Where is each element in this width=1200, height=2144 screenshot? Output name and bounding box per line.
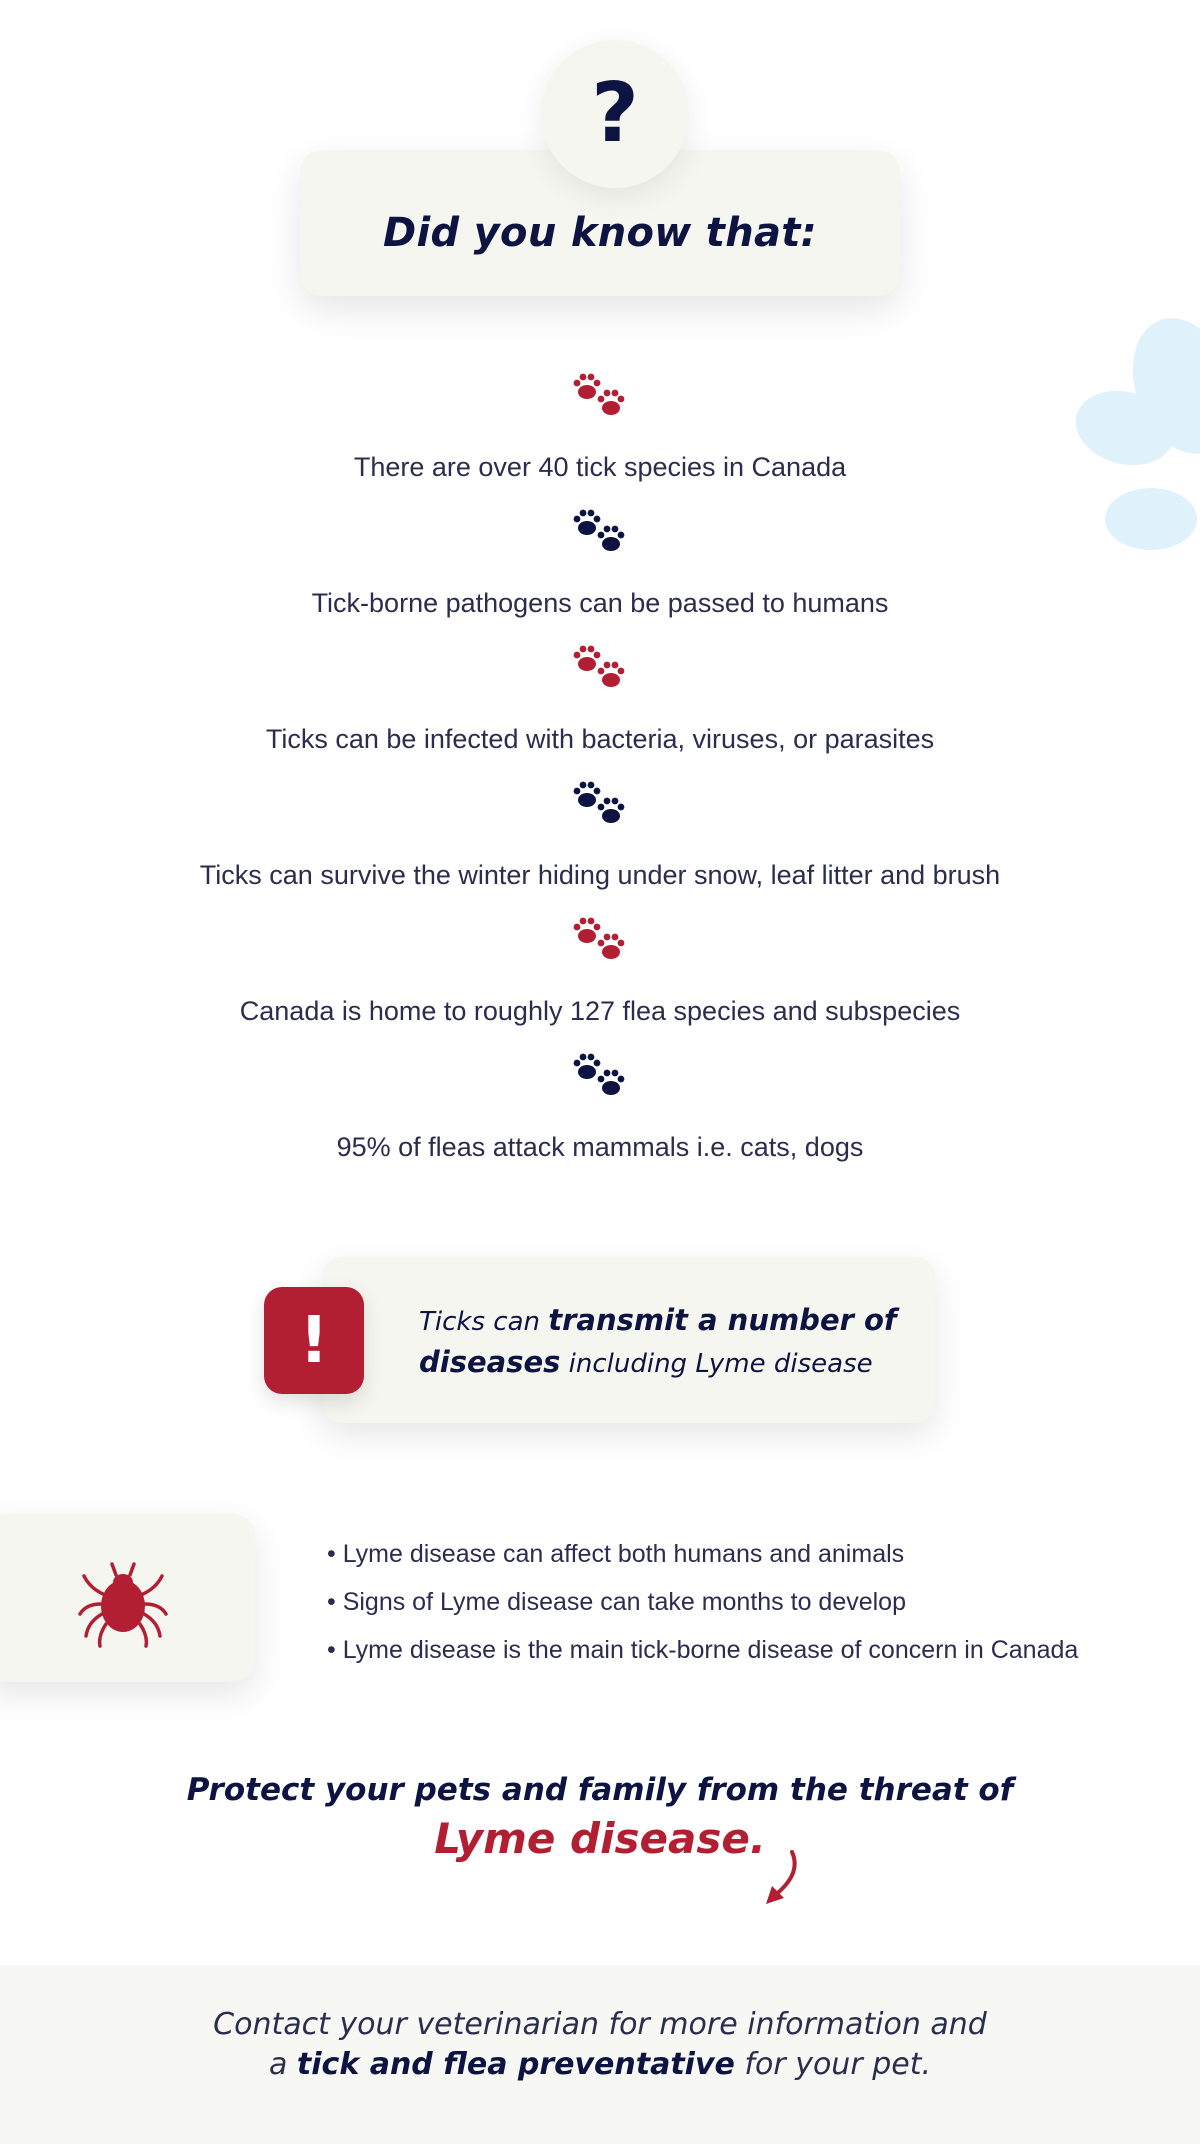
tick-icon — [76, 1552, 170, 1648]
warning-text — [419, 1300, 919, 1384]
decorative-blob — [1105, 488, 1197, 550]
exclamation-mark: ! — [299, 1303, 329, 1378]
fact-text: Tick-borne pathogens can be passed to humans — [311, 588, 889, 618]
list-item: • Lyme disease is the main tick-borne disease of concern in Canada — [327, 1636, 1079, 1664]
fact-text: 95% of fleas attack mammals i.e. cats, dogs — [336, 1132, 864, 1162]
warning-text-start: Ticks can — [419, 1307, 549, 1337]
footer-text-bold: tick and flea preventative — [296, 2047, 735, 2082]
lyme-facts-list — [327, 1530, 1078, 1674]
fact-text: Canada is home to roughly 127 flea species and subspecies — [239, 996, 961, 1026]
question-mark-icon — [541, 40, 689, 188]
page-title: Did you know that: — [383, 210, 817, 256]
warning-text-bold: transmit a number of diseases — [419, 1303, 897, 1379]
paw-prints-icon — [571, 644, 629, 692]
footer-text — [0, 2005, 1200, 2085]
paw-prints-icon — [571, 780, 629, 828]
footer-line-1: Contact your veterinarian for more information and — [213, 2007, 987, 2042]
exclamation-icon — [264, 1287, 364, 1394]
list-item: • Signs of Lyme disease can take months to develop — [327, 1588, 906, 1616]
footer-text-suffix: for your pet. — [734, 2047, 931, 2082]
curved-arrow-icon — [758, 1848, 806, 1910]
footer-text-prefix: a — [268, 2047, 297, 2082]
paw-prints-icon — [571, 1052, 629, 1100]
paw-prints-icon — [571, 372, 629, 420]
warning-text-end: including Lyme disease — [560, 1349, 873, 1379]
list-item: • Lyme disease can affect both humans and animals — [327, 1540, 905, 1568]
paw-prints-icon — [571, 916, 629, 964]
paw-prints-icon — [571, 508, 629, 556]
fact-text: Ticks can survive the winter hiding under snow, leaf litter and brush — [199, 860, 1001, 890]
question-mark: ? — [591, 66, 639, 161]
footer-line-2 — [0, 2045, 1200, 2085]
protect-highlight: Lyme disease. — [434, 1814, 766, 1863]
fact-text: Ticks can be infected with bacteria, viruses, or parasites — [265, 724, 935, 754]
fact-text: There are over 40 tick species in Canada — [353, 452, 847, 482]
protect-heading: Protect your pets and family from the threat of — [186, 1772, 1014, 1808]
